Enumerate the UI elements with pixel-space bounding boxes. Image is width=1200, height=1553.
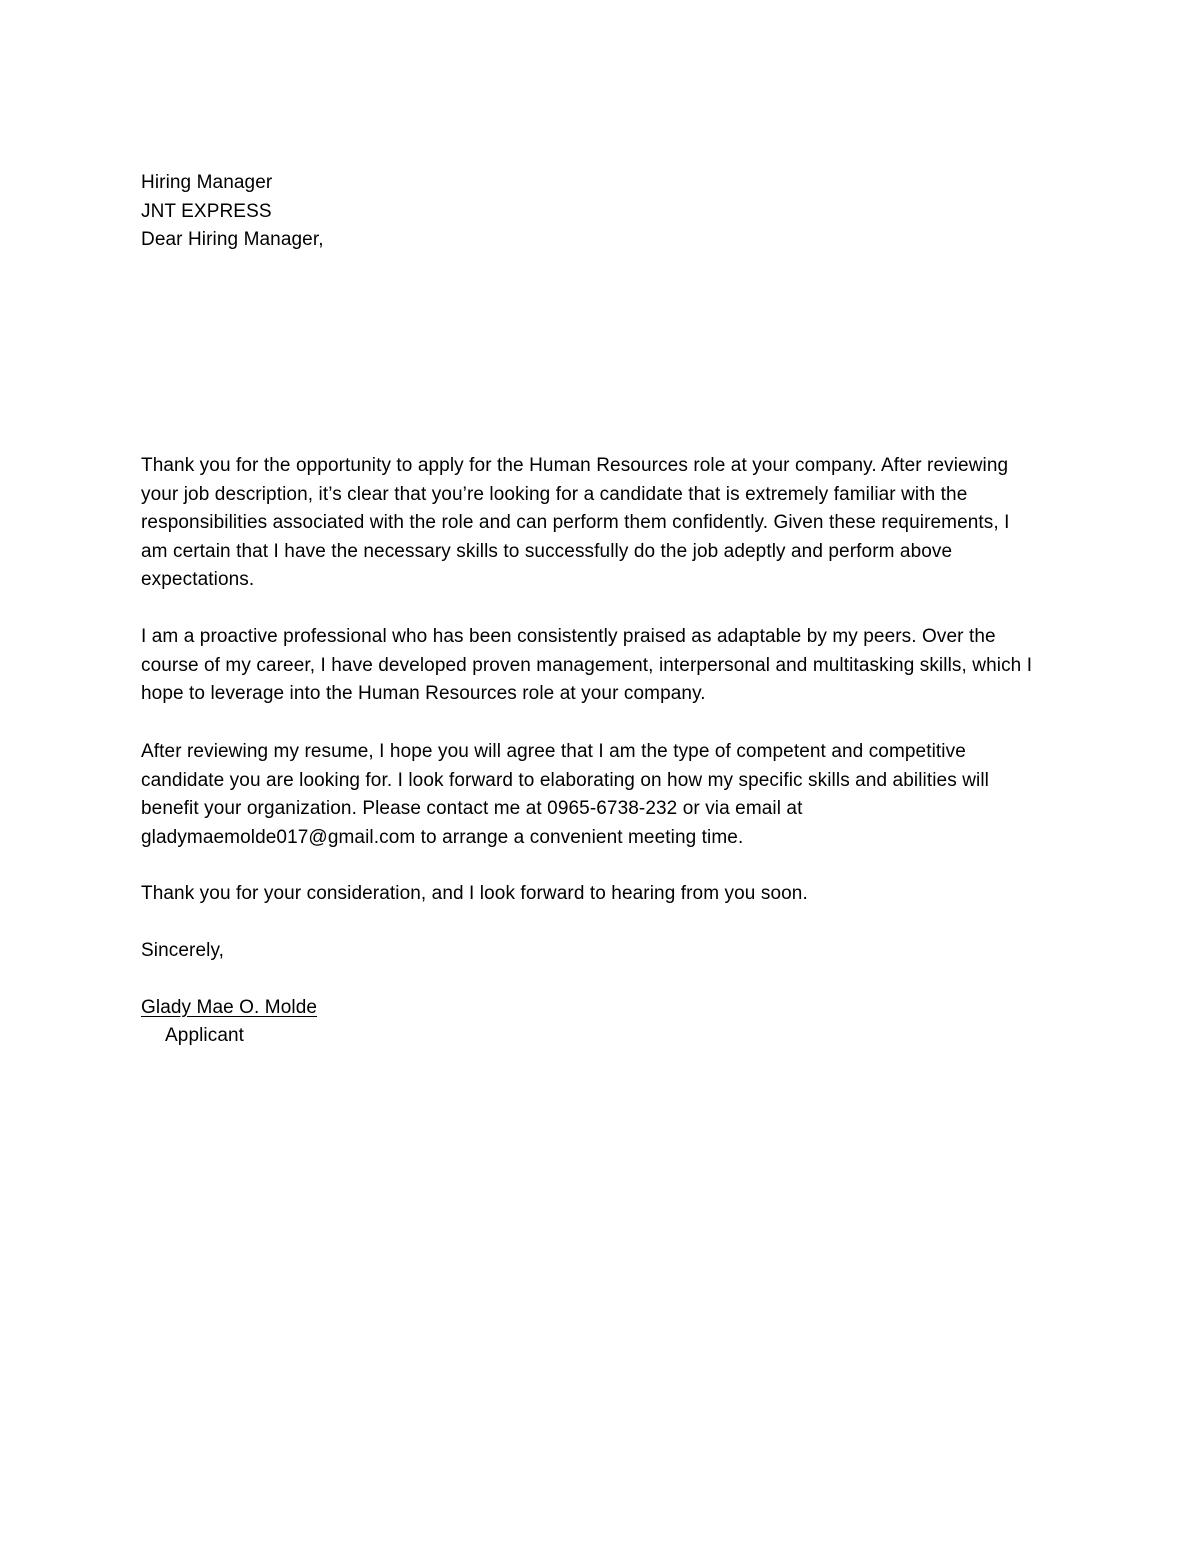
signature-role: Applicant xyxy=(165,1025,245,1046)
paragraph-line: am certain that I have the necessary skills to successfully do the job adeptly and perform above xyxy=(141,540,953,562)
paragraph-line: I am a proactive professional who has been consistently praised as adaptable by my peers. Over the xyxy=(141,626,996,647)
closing xyxy=(141,937,1061,966)
paragraph-line: candidate you are looking for. I look forward to elaborating on how my specific skills and abilities will xyxy=(141,769,989,791)
paragraph-2 xyxy=(141,623,1061,709)
recipient-title: Hiring Manager xyxy=(141,172,273,193)
paragraph-line: responsibilities associated with the role and can perform them confidently. Given these requirements, I xyxy=(141,512,1010,533)
closing-text: Sincerely, xyxy=(141,940,225,961)
paragraph-4 xyxy=(141,880,1061,909)
recipient-company: JNT EXPRESS xyxy=(141,200,272,222)
paragraph-line: expectations. xyxy=(141,569,255,590)
paragraph-line: After reviewing my resume, I hope you will agree that I am the type of competent and competitive xyxy=(141,741,966,762)
recipient-block xyxy=(141,169,324,255)
paragraph-line: your job description, it’s clear that you’re looking for a candidate that is extremely familiar with the xyxy=(141,483,968,505)
signature-name: Glady Mae O. Molde xyxy=(141,997,318,1018)
paragraph-3 xyxy=(141,738,1061,852)
paragraph-line: course of my career, I have developed proven management, interpersonal and multitasking skills, which I xyxy=(141,654,1033,676)
paragraph-line: Thank you for your consideration, and I look forward to hearing from you soon. xyxy=(141,883,808,904)
salutation: Dear Hiring Manager, xyxy=(141,229,324,250)
paragraph-line: Thank you for the opportunity to apply for the Human Resources role at your company. After reviewing xyxy=(141,455,1009,476)
paragraph-line: benefit your organization. Please contact me at 0965-6738-232 or via email at xyxy=(141,798,803,819)
paragraph-1 xyxy=(141,452,1061,595)
paragraph-line: hope to leverage into the Human Resources role at your company. xyxy=(141,683,706,704)
paragraph-line: gladymaemolde017@gmail.com to arrange a convenient meeting time. xyxy=(141,826,744,848)
